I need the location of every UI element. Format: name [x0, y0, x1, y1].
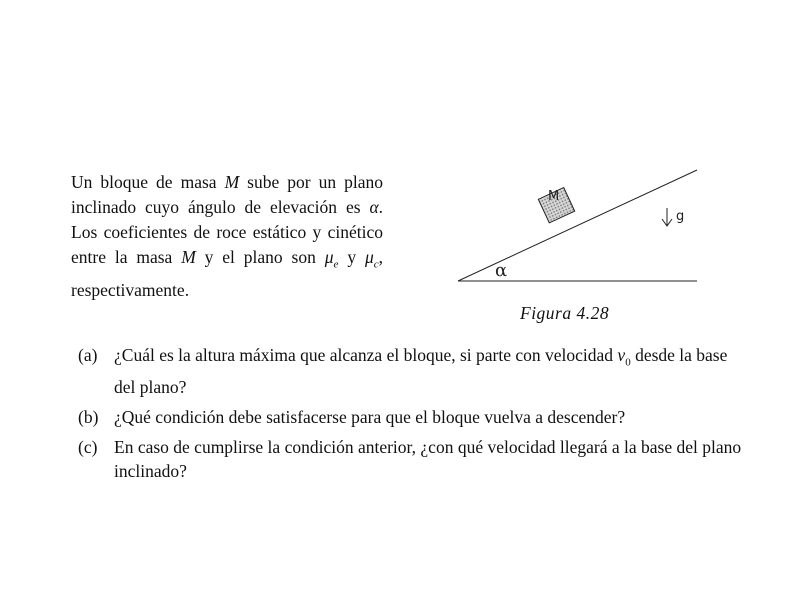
question-text: ¿Qué condición debe satisfacerse para que el bloque vuelva a descender? — [114, 406, 626, 427]
question-text: En caso de cumplirse la condición anterior, ¿con qué velocidad llegará a la base del plano inclinado? — [114, 436, 742, 481]
intro-text-1: Un bloque de masa — [71, 172, 225, 192]
incline-line — [458, 170, 697, 281]
angle-symbol: α — [369, 197, 379, 217]
question-label: (c) — [78, 436, 98, 457]
question-list — [78, 343, 750, 489]
mass-symbol: M — [224, 172, 240, 192]
intro-text-3: . Los coeficientes de roce estático y cinético entre la masa — [71, 197, 383, 267]
gravity-label: g — [676, 209, 685, 224]
block-label: M — [548, 189, 560, 204]
intro-text-6: , respectivamente. — [71, 247, 384, 300]
question-b — [78, 405, 750, 429]
mass-symbol-2: M — [181, 247, 196, 267]
mu-kinetic-subscript: c — [373, 258, 379, 271]
inclined-plane-diagram — [450, 160, 710, 290]
velocity-subscript: 0 — [625, 356, 631, 369]
velocity-symbol: v — [617, 345, 626, 365]
inclined-plane-figure — [450, 160, 710, 290]
gravity-arrow-icon — [662, 208, 672, 226]
mu-static-symbol: μ — [324, 247, 334, 267]
question-c — [78, 435, 750, 483]
question-label: (a) — [78, 345, 98, 365]
problem-statement — [71, 170, 383, 303]
mu-static-subscript: e — [333, 258, 339, 271]
question-text: ¿Cuál es la altura máxima que alcanza el bloque, si parte con velocidad — [114, 345, 618, 365]
angle-label: α — [495, 260, 508, 281]
question-text-end: desde la base del plano? — [114, 345, 728, 397]
mu-kinetic-symbol: μ — [364, 247, 374, 267]
intro-text-5: y — [338, 247, 365, 267]
intro-text-2: sube por un plano inclinado cuyo ángulo de elevación es — [71, 172, 383, 217]
question-label: (b) — [78, 406, 99, 427]
figure-caption: Figura 4.28 — [520, 303, 610, 323]
intro-text-4: y el plano son — [195, 247, 325, 267]
question-a — [78, 343, 750, 399]
